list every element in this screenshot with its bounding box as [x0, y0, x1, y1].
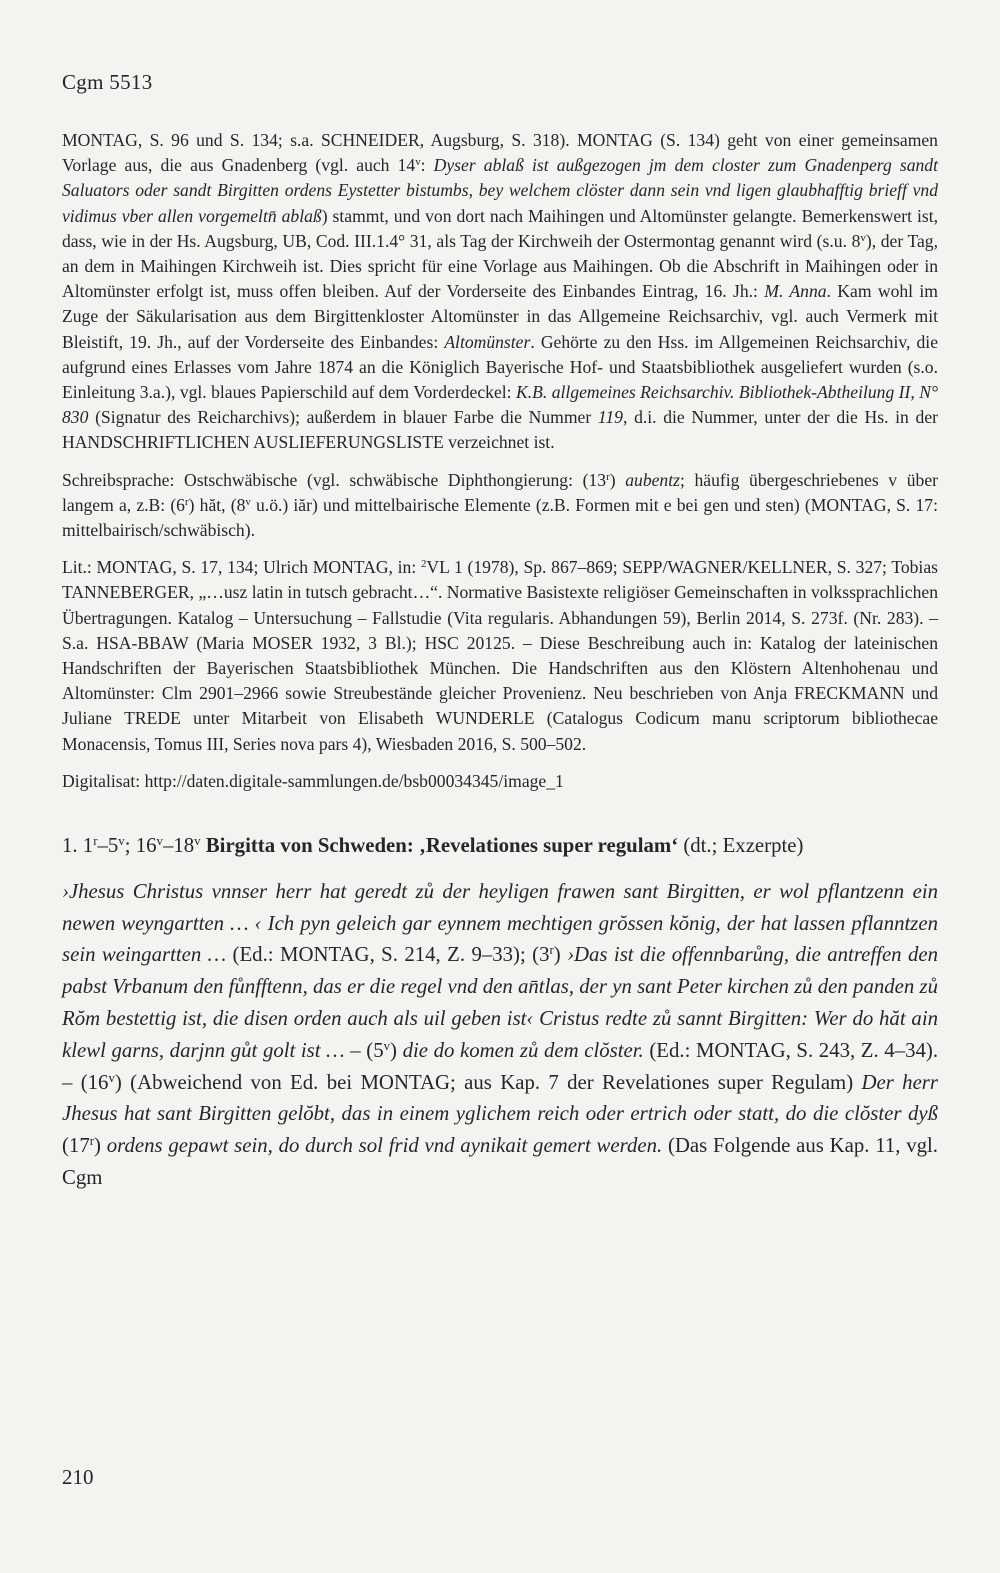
- author-name: MOSER: [252, 632, 313, 653]
- folio-side: v: [383, 1038, 391, 1053]
- literature-paragraph: [62, 555, 938, 757]
- folio-side: v: [156, 834, 163, 848]
- text-run: . Gehörte zu den Hss. im Allgemeinen Reichsarchiv, die aufgrund eines Erlasses vom Jahre 1874 an die Königlich Bayerische Hof- und Staatsbibliothek ausgeliefert wurden (s.o. Einleitung 3.a.), vgl. blaues Papierschild auf dem Vorderdeckel:: [62, 331, 939, 403]
- text-run: 1932, 3 Bl.); HSC 20125. – Diese Beschreibung auch in: Katalog der lateinischen Handschriften der Bayerischen Staatsbibliothek München. Die Handschriften aus den Klöstern Altenhohenau und Altomünster: Clm 2901–2966 sowie Streubestände gleicher Provenienz. Neu beschrieben von Anja: [62, 632, 938, 704]
- text-run: , „…usz latin in tutsch gebracht…“. Normative Basistexte religiöser Gemeinschaften in volkssprachlichen Übertragungen. Katalog – Untersuchung – Fallstudie (Vita regularis. Abhandungen 59), Berlin 2014, S. 273f. (Nr. 283). – S.a. HSA-BBAW (Maria: [62, 582, 938, 653]
- text-run: . Kam wohl im Zuge der Säkularisation aus dem Birgittenkloster Altomünster in das Allgemeine Reichsarchiv, vgl. auch Vermerk mit Bleistift, 19. Jh., auf der Vorderseite des Einbandes:: [62, 281, 938, 352]
- text-run: :: [420, 155, 434, 176]
- folio-side: v: [860, 231, 866, 244]
- entry-text-paragraph: [62, 876, 938, 1194]
- folio-side: r: [89, 1134, 95, 1149]
- text-run: unter Mitarbeit von Elisabeth: [180, 708, 436, 729]
- author-name: MONTAG: [62, 130, 138, 150]
- page-content: [62, 128, 938, 1194]
- text-run: VL 1 (1978), Sp. 867–869;: [426, 557, 623, 578]
- text-run: (Das Folgende aus Kap. 11, vgl. Cgm: [62, 1134, 939, 1190]
- author-name: TREDE: [124, 708, 181, 729]
- description-paragraph: [62, 128, 938, 456]
- text-run: , S. 243, Z. 4–34). – (16: [62, 1038, 939, 1094]
- author-name: TANNEBERGER: [62, 582, 190, 603]
- text-run: , in:: [388, 557, 421, 578]
- quoted-source-text: M. Anna: [764, 281, 827, 302]
- text-run: ), der Tag, an dem in Maihingen Kirchweih ist. Dies spricht für eine Vorlage aus Maihingen. Ob die Abschrift in Maihingen oder in Altomünster erfolgt ist, muss offen bleiben. Auf der Vorderseite des Einbandes Eintrag, 16. Jh.:: [62, 230, 938, 302]
- author-name: MONTAG: [312, 557, 389, 578]
- text-run: , S. 214, Z. 9–33); (3: [369, 943, 550, 967]
- quoted-source-text: ›Jhesus Christus vnnser herr hat geredt zů der heyligen frawen sant Birgitten, er wol pflantzenn ein newen weyngartten … ‹ Ich pyn geleich gar eynnem mechtigen grŏssen kŏnig, der hat lassen pflanntzen sein weingartten …: [62, 879, 938, 967]
- text-run: ) hăt, (8: [188, 494, 246, 515]
- text-run: Schreibsprache: Ostschwäbische (vgl. schwäbische Diphthongierung: (13: [62, 469, 607, 490]
- author-name: SEPP/WAGNER/KELLNER: [622, 557, 828, 578]
- author-name: SCHNEIDER: [320, 130, 420, 150]
- text-run: , S. 17: mittelbairisch/schwäbisch).: [62, 494, 938, 541]
- text-run: , d.i. die Nummer, unter der die Hs. in der: [622, 407, 938, 428]
- entry-heading: [62, 830, 938, 862]
- text-run: ; häufig übergeschriebenes v über langem a, z.B: (6: [62, 469, 938, 515]
- text-run: (Catalogus Codicum manu scriptorum bibliothecae Monacensis, Tomus III, Series nova pars 4), Wiesbaden 2016, S. 500–502.: [62, 708, 939, 754]
- author-name: MONTAG: [360, 1070, 451, 1094]
- text-run: , S. 327; Tobias: [827, 557, 938, 578]
- text-run: (dt.; Exzerpte): [678, 834, 804, 858]
- text-run: ): [609, 469, 626, 490]
- text-run: ): [390, 1038, 403, 1062]
- text-run: –5: [97, 834, 119, 858]
- author-name: FRECKMANN: [794, 683, 905, 704]
- folio-side: v: [415, 156, 421, 169]
- author-name: MONTAG: [810, 494, 887, 515]
- text-run: (Ed.:: [643, 1038, 696, 1062]
- quoted-source-text: Altomünster: [444, 331, 531, 352]
- list-name: HANDSCHRIFTLICHEN AUSLIEFERUNGSLISTE: [62, 432, 444, 453]
- quoted-source-text: 119: [597, 407, 623, 428]
- digitalisat-line: Digitalisat: http://daten.digitale-sammlungen.de/bsb00034345/image_1: [62, 770, 564, 791]
- page-header-shelfmark: Cgm 5513: [62, 70, 153, 94]
- text-run: –18: [162, 834, 195, 858]
- text-run: verzeichnet ist.: [443, 432, 555, 453]
- text-run: ; 16: [124, 834, 157, 858]
- quoted-source-text: aubentz: [625, 469, 680, 490]
- quoted-source-text: ›Das ist die offennbarůng, die antreffen den pabst Vrbanum den fůnfftenn, das er die regel vnd den an̄tlas, der yn sant Peter kirchen zů den panden zů Rŏm bestettig ist, die disen orden auch als uil geben ist‹ Cristus redte zů sannt Birgitten: Wer do hăt ain klewl garns, darjnn gůt golt ist …: [62, 943, 939, 1062]
- edition-number: 2: [420, 558, 427, 571]
- text-run: ; aus Kap. 7 der Revelationes super Regulam): [450, 1070, 862, 1094]
- text-run: u.ö.) iăr) und mittelbairische Elemente (z.B. Formen mit e bei gen und sten) (: [250, 494, 811, 515]
- folio-side: r: [184, 495, 189, 508]
- quoted-source-text: die do komen zů dem clŏster.: [402, 1038, 644, 1062]
- text-run: (Ed.:: [226, 943, 280, 967]
- text-run: 1. 1: [62, 834, 94, 858]
- folio-side: r: [606, 470, 610, 483]
- author-name: WUNDERLE: [435, 708, 535, 729]
- page-number: 210: [62, 1465, 94, 1489]
- folio-side: v: [118, 834, 125, 848]
- quoted-source-text: ordens gepawt sein, do durch sol frid vnd aynikait gemert werden.: [106, 1134, 663, 1158]
- text-run: und Juliane: [62, 683, 938, 729]
- author-name: MONTAG: [696, 1038, 786, 1062]
- text-run: – (5: [344, 1038, 384, 1062]
- language-paragraph: [62, 468, 938, 544]
- text-run: Lit.:: [62, 557, 97, 578]
- quoted-source-text: Der herr Jhesus hat sant Birgitten gelŏbt, das in einem yglichem reich oder ertrich oder statt, do die clŏster dyß: [62, 1070, 938, 1126]
- text-run: , S. 96 und S. 134; s.a.: [137, 130, 321, 150]
- text-run: ) (Abweichend von Ed. bei: [114, 1070, 361, 1094]
- quoted-source-text: Dyser ablaß ist außgezogen jm dem closter zum Gnadenperg sandt Saluators oder sandt Birgitten ordens Eystetter bistumbs, bey welchem clöster dann sein vnd ligen glaubhafftig brieff vnd vidimus vber allen vorgemeltn̄ ablaß: [62, 155, 938, 226]
- author-name: MONTAG: [96, 557, 173, 578]
- text-run: , Augsburg, S. 318).: [419, 130, 577, 150]
- text-run: (17: [62, 1134, 90, 1158]
- text-run: ) stammt, und von dort nach Maihingen und Altomünster gelangte. Bemerkenswert ist, dass, wie in der Hs. Augsburg, UB, Cod. III.1.4° 31, als Tag der Kirchweih der Ostermontag genannt wird (s.u. 8: [62, 205, 938, 251]
- author-name: MONTAG: [577, 130, 653, 150]
- text-run: , S. 17, 134; Ulrich: [172, 557, 313, 578]
- text-run: ): [94, 1134, 107, 1158]
- text-run: (Signatur des Reicharchivs); außerdem in blauer Farbe die Nummer: [88, 407, 598, 428]
- text-run: ): [553, 943, 568, 967]
- author-name: MONTAG: [279, 943, 370, 967]
- folio-side: r: [549, 943, 554, 958]
- quoted-source-text: K.B. allgemeines Reichsarchiv. Bibliothek-Abtheilung II, N° 830: [62, 382, 938, 428]
- folio-side: v: [245, 495, 251, 508]
- folio-side: v: [194, 834, 201, 848]
- folio-side: r: [93, 834, 98, 848]
- text-run: (S. 134) geht von einer gemeinsamen Vorlage aus, die aus Gnadenberg (vgl. auch 14: [62, 130, 938, 176]
- entry-title: Birgitta von Schweden: ‚Revelationes super regulam‘: [205, 834, 679, 858]
- folio-side: v: [108, 1070, 115, 1085]
